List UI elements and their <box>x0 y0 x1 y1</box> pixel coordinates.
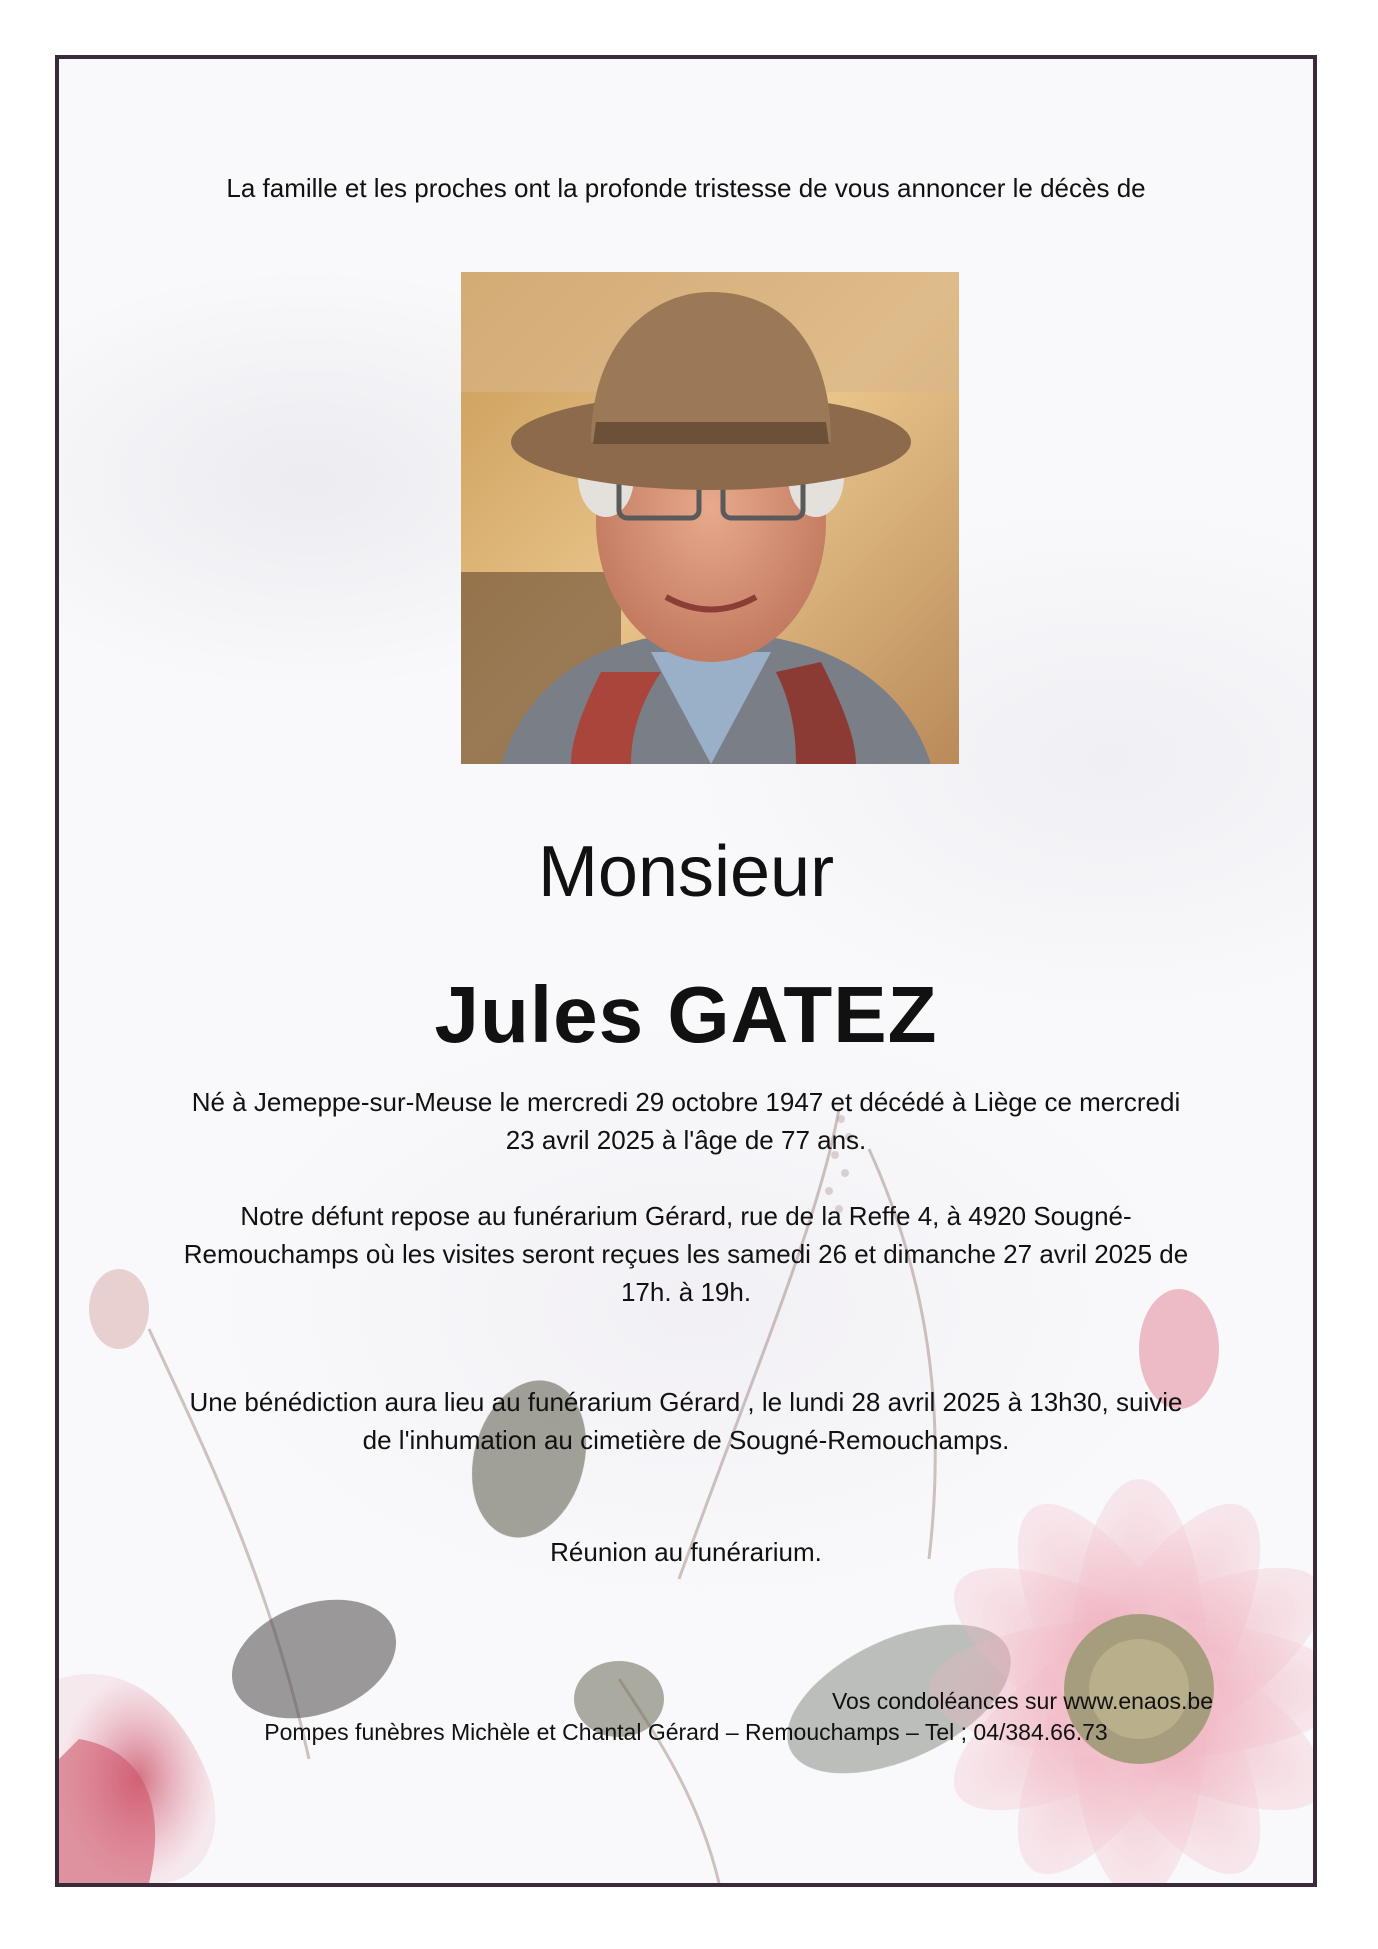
title-text: Monsieur <box>537 832 835 912</box>
intro-text: La famille et les proches ont la profonde tristesse de vous annoncer le décès de <box>226 173 1146 203</box>
deceased-name: Jules GATEZ <box>434 970 938 1059</box>
visitation-paragraph: Notre défunt repose au funérarium Gérard, rue de la Reffe 4, à 4920 Sougné-Remouchamps où les visites seront reçues les samedi 26 et dimanche 27 avril 2025 de 17h. à 19h. <box>183 1201 1189 1307</box>
portrait-photo <box>461 272 959 764</box>
funeral-home-text: Pompes funèbres Michèle et Chantal Gérard – Remouchamps – Tel ; 04/384.66.73 <box>264 1719 1108 1745</box>
gathering-paragraph: Réunion au funérarium. <box>550 1537 822 1567</box>
ceremony-paragraph: Une bénédiction aura lieu au funérarium Gérard , le lundi 28 avril 2025 à 13h30, suivie de l'inhumation au cimetière de Sougné-Remouchamps. <box>189 1387 1183 1455</box>
birth-death-paragraph: Né à Jemeppe-sur-Meuse le mercredi 29 octobre 1947 et décédé à Liège ce mercredi 23 avril 2025 à l'âge de 77 ans. <box>191 1087 1181 1155</box>
condolences-link: Vos condoléances sur www.enaos.be <box>831 1688 1213 1714</box>
obituary-frame <box>55 55 1317 1887</box>
